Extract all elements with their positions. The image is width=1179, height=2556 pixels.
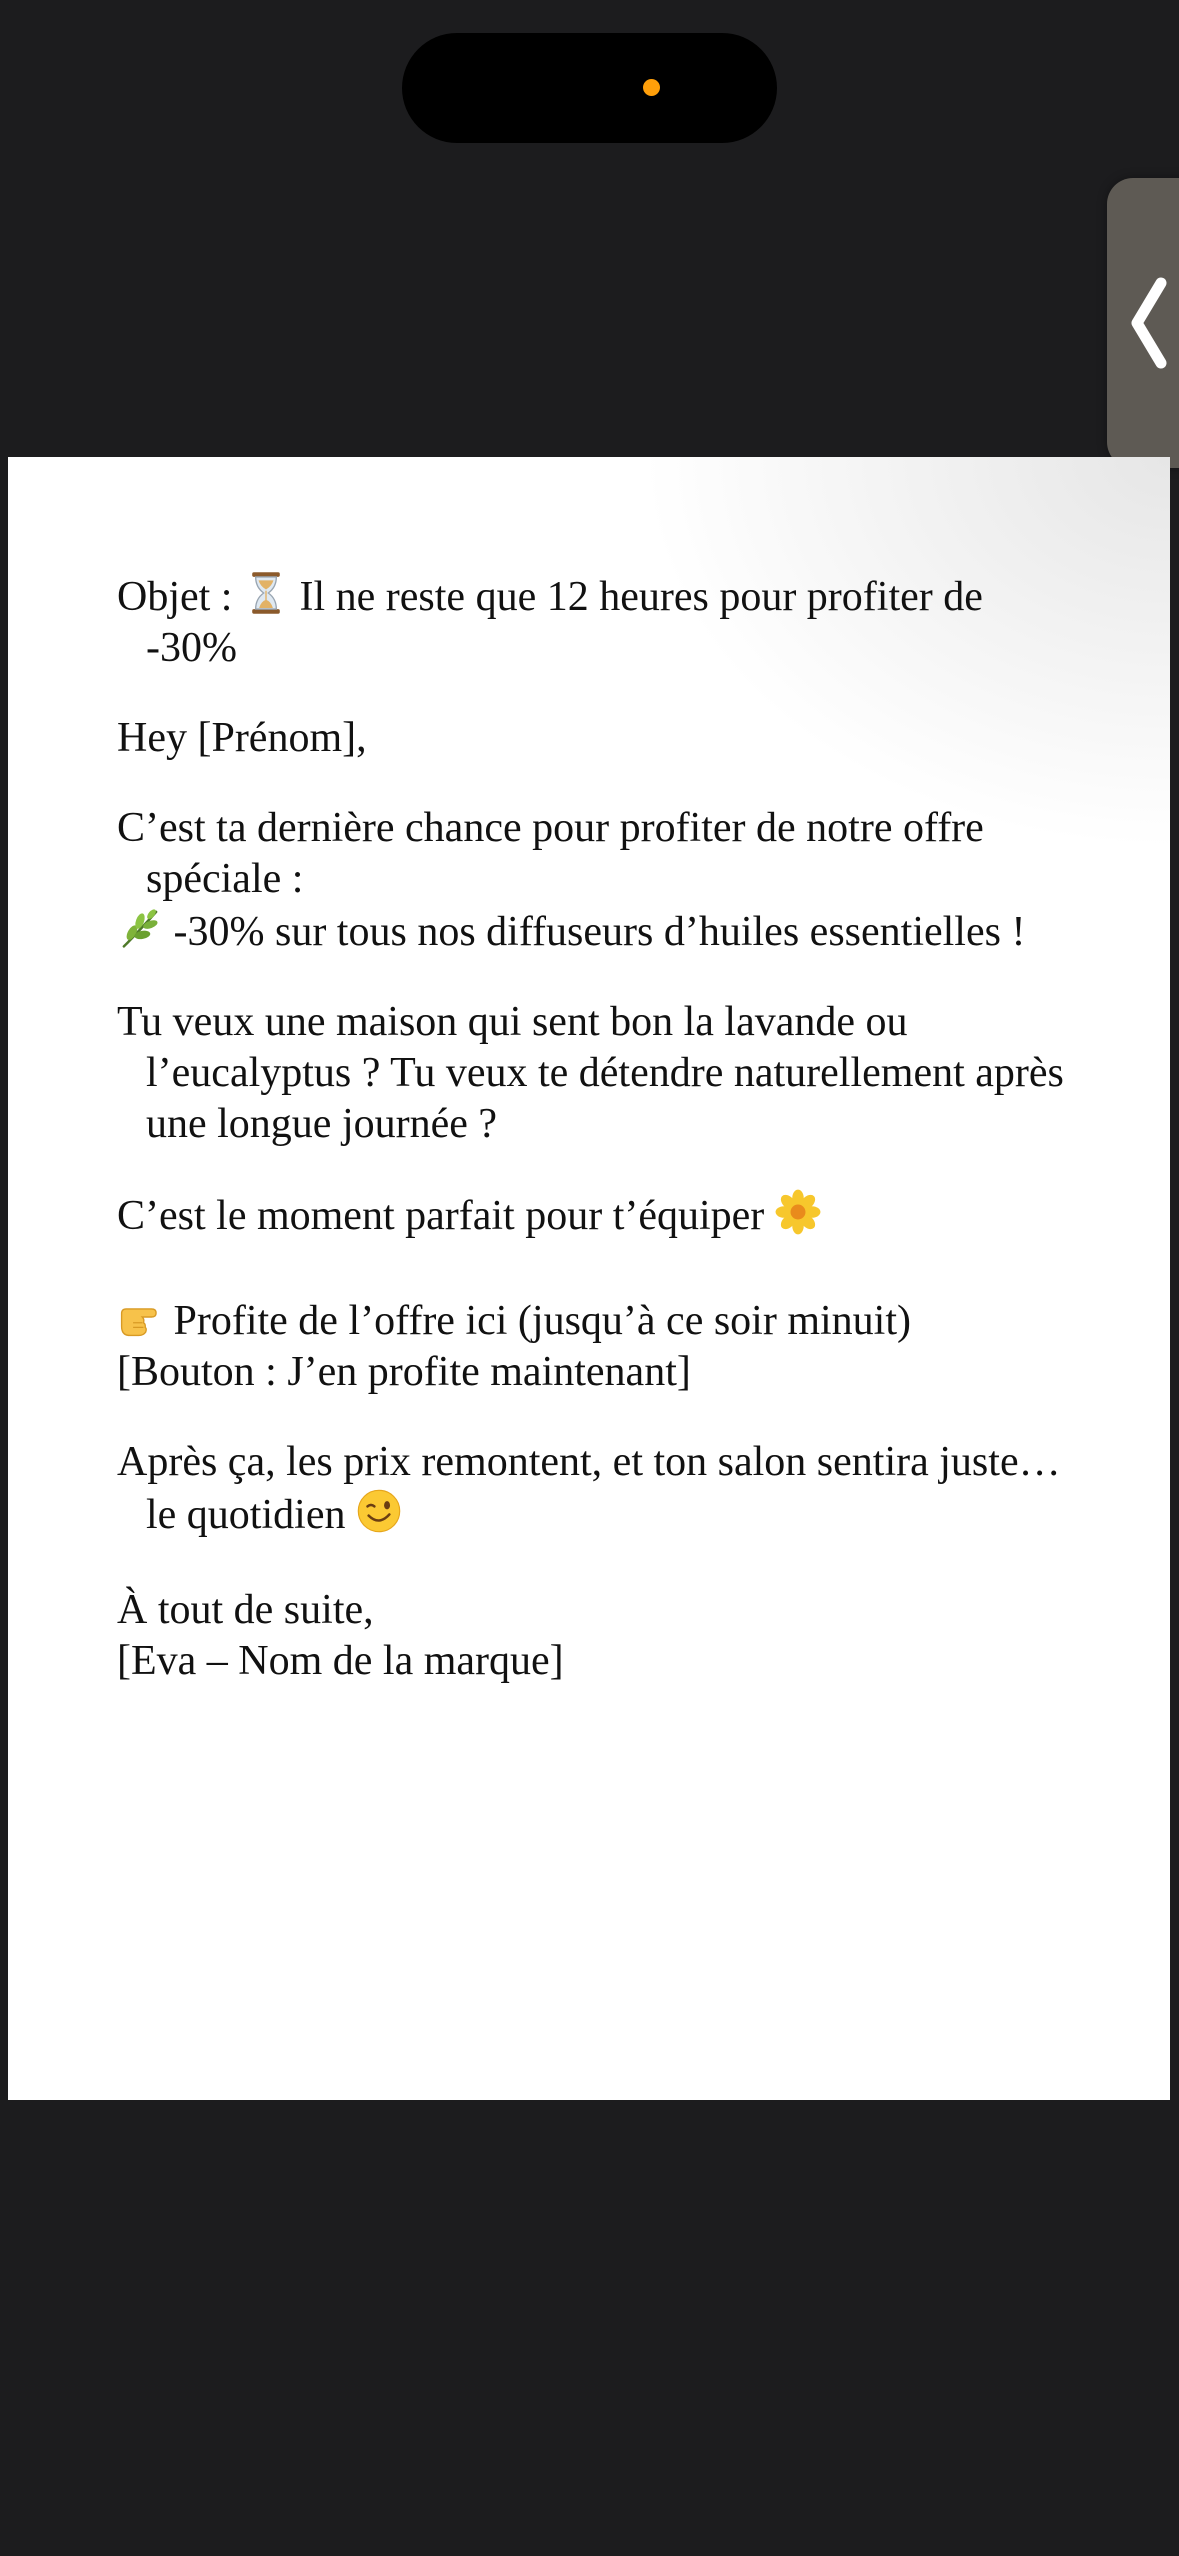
offer-line: -30% sur tous nos diffuseurs d’huiles essentielles !: [117, 905, 1077, 958]
signature-paragraph: [117, 1585, 1077, 1687]
subject-paragraph: [117, 570, 1077, 674]
signature-text: [Eva – Nom de la marque]: [117, 1638, 564, 1684]
chance-text: C’est ta dernière chance pour profiter de notre offre spéciale :: [117, 805, 984, 902]
moment-paragraph: [117, 1189, 1077, 1242]
question-paragraph: [117, 997, 1077, 1150]
herb-icon: [117, 905, 163, 951]
cta-line[interactable]: Profite de l’offre ici (jusqu’à ce soir minuit): [117, 1294, 1077, 1347]
chevron-left-icon: [1123, 273, 1173, 373]
moment-line: C’est le moment parfait pour t’équiper: [117, 1189, 1077, 1242]
winking-face-icon: [356, 1488, 402, 1534]
after-line: Après ça, les prix remontent, et ton salon sentira juste… le quotidien: [117, 1439, 1061, 1538]
signoff-text: À tout de suite,: [117, 1587, 374, 1633]
side-panel-handle[interactable]: [1107, 178, 1179, 468]
email-document: [8, 457, 1170, 2100]
question-text: Tu veux une maison qui sent bon la lavande ou l’eucalyptus ? Tu veux te détendre naturellement après une longue journée ?: [117, 999, 1064, 1147]
offer-paragraph: [117, 803, 1077, 958]
greeting-paragraph: [117, 713, 1077, 764]
dynamic-island: [402, 33, 777, 143]
blossom-icon: [775, 1189, 821, 1235]
cta-paragraph: [117, 1294, 1077, 1398]
email-body: [117, 570, 1077, 1687]
greeting-text: Hey [Prénom],: [117, 715, 367, 761]
subject-line: Objet : Il ne reste que 12 heures pour profiter de -30%: [117, 570, 1077, 674]
after-paragraph: [117, 1437, 1077, 1541]
cta-button-placeholder[interactable]: [Bouton : J’en profite maintenant]: [117, 1349, 691, 1395]
hourglass-icon: [243, 570, 289, 616]
privacy-indicator: [643, 79, 660, 96]
pointing-hand-icon: [117, 1294, 163, 1340]
